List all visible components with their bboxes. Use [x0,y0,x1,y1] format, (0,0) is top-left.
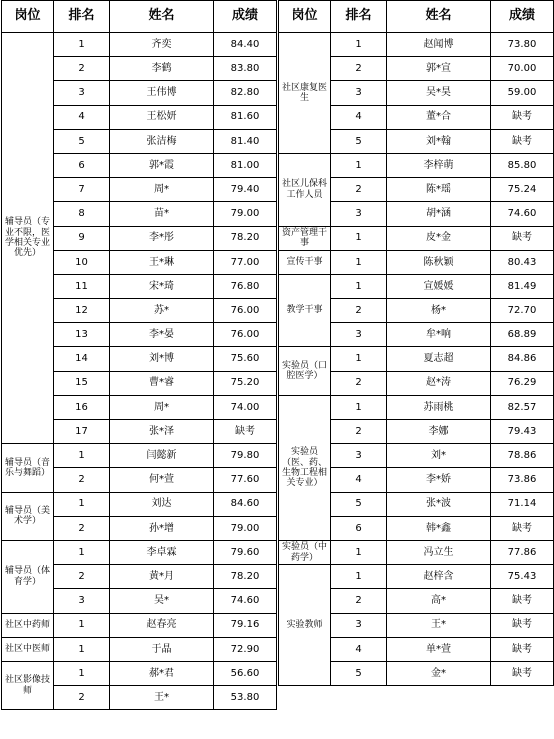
rank-cell: 5 [331,129,387,153]
rank-cell: 1 [331,33,387,57]
name-cell: 齐奕 [110,33,214,57]
name-cell: 王伟博 [110,81,214,105]
post-cell: 社区中医师 [2,637,54,661]
name-cell: 董*合 [387,105,491,129]
name-cell: 皮*金 [387,226,491,250]
rank-cell: 1 [331,540,387,564]
header-score: 成绩 [214,1,277,33]
score-cell: 79.16 [214,613,277,637]
score-cell: 76.80 [214,274,277,298]
table-row [279,153,554,177]
score-cell: 缺考 [491,226,554,250]
rank-cell: 2 [331,589,387,613]
rank-cell: 2 [331,420,387,444]
score-cell: 77.00 [214,250,277,274]
name-cell: 王* [110,686,214,710]
score-cell: 84.40 [214,33,277,57]
results-table-left [1,0,277,710]
score-cell: 68.89 [491,323,554,347]
score-cell: 81.00 [214,153,277,177]
name-cell: 韩*鑫 [387,516,491,540]
score-cell: 75.24 [491,178,554,202]
post-cell: 社区康复医生 [279,33,331,154]
score-cell: 70.00 [491,57,554,81]
rank-cell: 2 [331,57,387,81]
score-cell: 缺考 [491,589,554,613]
rank-cell: 15 [54,371,110,395]
name-cell: 李鹤 [110,57,214,81]
score-cell: 81.49 [491,274,554,298]
score-cell: 59.00 [491,81,554,105]
name-cell: 吴* [110,589,214,613]
rank-cell: 2 [54,516,110,540]
score-cell: 78.20 [214,226,277,250]
name-cell: 周* [110,395,214,419]
header-name: 姓名 [110,1,214,33]
score-cell: 74.60 [214,589,277,613]
score-cell: 缺考 [491,613,554,637]
rank-cell: 5 [331,661,387,685]
name-cell: 郭*宣 [387,57,491,81]
name-cell: 单*萱 [387,637,491,661]
header-row [279,1,554,33]
score-cell: 79.00 [214,202,277,226]
rank-cell: 2 [331,299,387,323]
score-cell: 81.60 [214,105,277,129]
rank-cell: 1 [331,565,387,589]
name-cell: 赵春亮 [110,613,214,637]
post-cell: 宣传干事 [279,250,331,274]
name-cell: 吴*昊 [387,81,491,105]
score-cell: 82.80 [214,81,277,105]
score-cell: 71.14 [491,492,554,516]
score-cell: 73.86 [491,468,554,492]
score-cell: 56.60 [214,661,277,685]
name-cell: 闫懿新 [110,444,214,468]
name-cell: 曹*睿 [110,371,214,395]
score-cell: 75.60 [214,347,277,371]
name-cell: 赵*涛 [387,371,491,395]
score-cell: 73.80 [491,33,554,57]
score-cell: 76.29 [491,371,554,395]
name-cell: 冯立生 [387,540,491,564]
score-cell: 83.80 [214,57,277,81]
name-cell: 金* [387,661,491,685]
post-cell: 社区儿保科工作人员 [279,153,331,226]
post-cell: 社区影像技师 [2,661,54,709]
post-cell: 辅导员（音乐与舞蹈） [2,444,54,492]
rank-cell: 12 [54,299,110,323]
name-cell: 夏志超 [387,347,491,371]
post-cell: 社区中药师 [2,613,54,637]
rank-cell: 13 [54,323,110,347]
rank-cell: 3 [54,81,110,105]
name-cell: 杨* [387,299,491,323]
rank-cell: 1 [331,347,387,371]
table-row [2,444,277,468]
name-cell: 李娜 [387,420,491,444]
name-cell: 牟*响 [387,323,491,347]
score-cell: 78.20 [214,565,277,589]
rank-cell: 3 [331,202,387,226]
table-row [279,33,554,57]
table-row [2,613,277,637]
score-cell: 82.57 [491,395,554,419]
table-row [279,540,554,564]
score-cell: 78.86 [491,444,554,468]
score-cell: 74.00 [214,395,277,419]
rank-cell: 2 [54,57,110,81]
score-cell: 84.60 [214,492,277,516]
name-cell: 王* [387,613,491,637]
header-rank: 排名 [54,1,110,33]
post-cell: 辅导员（专业不限，医学相关专业优先） [2,33,54,444]
rank-cell: 17 [54,420,110,444]
rank-cell: 3 [54,589,110,613]
rank-cell: 5 [54,129,110,153]
rank-cell: 14 [54,347,110,371]
post-cell: 资产管理干事 [279,226,331,250]
rank-cell: 4 [54,105,110,129]
rank-cell: 1 [331,153,387,177]
rank-cell: 9 [54,226,110,250]
name-cell: 陈*瑶 [387,178,491,202]
rank-cell: 10 [54,250,110,274]
post-cell: 实验员（医、药、生物工程相关专业） [279,395,331,540]
results-table-right [278,0,554,686]
name-cell: 赵闻博 [387,33,491,57]
name-cell: 孙*增 [110,516,214,540]
rank-cell: 1 [54,661,110,685]
name-cell: 赵梓含 [387,565,491,589]
name-cell: 刘* [387,444,491,468]
header-row [2,1,277,33]
name-cell: 刘达 [110,492,214,516]
score-cell: 53.80 [214,686,277,710]
name-cell: 张*波 [387,492,491,516]
rank-cell: 4 [331,105,387,129]
name-cell: 陈秋颖 [387,250,491,274]
rank-cell: 1 [54,33,110,57]
table-row [2,661,277,685]
rank-cell: 1 [331,274,387,298]
score-cell: 72.90 [214,637,277,661]
rank-cell: 1 [54,540,110,564]
table-row [279,250,554,274]
name-cell: 刘*博 [110,347,214,371]
rank-cell: 16 [54,395,110,419]
name-cell: 李*彤 [110,226,214,250]
rank-cell: 2 [331,178,387,202]
score-cell: 缺考 [491,661,554,685]
post-cell: 教学干事 [279,274,331,347]
name-cell: 何*萱 [110,468,214,492]
score-cell: 缺考 [214,420,277,444]
name-cell: 李*晏 [110,323,214,347]
rank-cell: 1 [331,250,387,274]
rank-cell: 8 [54,202,110,226]
table-row [2,540,277,564]
table-row [279,347,554,371]
name-cell: 苏雨桃 [387,395,491,419]
post-cell: 实验员（中药学） [279,540,331,564]
rank-cell: 3 [331,613,387,637]
rank-cell: 2 [54,686,110,710]
post-cell: 辅导员（体育学） [2,540,54,613]
name-cell: 王*琳 [110,250,214,274]
name-cell: 张洁梅 [110,129,214,153]
score-cell: 72.70 [491,299,554,323]
table-row [2,492,277,516]
score-cell: 75.43 [491,565,554,589]
score-cell: 79.43 [491,420,554,444]
score-cell: 缺考 [491,637,554,661]
table-row [279,565,554,589]
name-cell: 于晶 [110,637,214,661]
score-cell: 79.80 [214,444,277,468]
name-cell: 王松妍 [110,105,214,129]
rank-cell: 3 [331,444,387,468]
rank-cell: 4 [331,637,387,661]
header-rank: 排名 [331,1,387,33]
score-cell: 75.20 [214,371,277,395]
score-cell: 缺考 [491,129,554,153]
table-row [279,395,554,419]
header-post: 岗位 [2,1,54,33]
name-cell: 李梓萌 [387,153,491,177]
rank-cell: 1 [54,613,110,637]
rank-cell: 1 [331,395,387,419]
name-cell: 郭*霞 [110,153,214,177]
name-cell: 郝*君 [110,661,214,685]
rank-cell: 1 [54,637,110,661]
score-cell: 79.40 [214,178,277,202]
rank-cell: 1 [331,226,387,250]
score-cell: 74.60 [491,202,554,226]
rank-cell: 1 [54,444,110,468]
rank-cell: 7 [54,178,110,202]
rank-cell: 6 [331,516,387,540]
score-cell: 缺考 [491,105,554,129]
table-row [279,274,554,298]
name-cell: 李卓霖 [110,540,214,564]
header-post: 岗位 [279,1,331,33]
rank-cell: 3 [331,81,387,105]
score-cell: 84.86 [491,347,554,371]
name-cell: 苏* [110,299,214,323]
rank-cell: 6 [54,153,110,177]
post-cell: 实验员（口腔医学） [279,347,331,395]
score-cell: 79.60 [214,540,277,564]
score-cell: 76.00 [214,299,277,323]
rank-cell: 11 [54,274,110,298]
score-cell: 77.86 [491,540,554,564]
rank-cell: 3 [331,323,387,347]
rank-cell: 5 [331,492,387,516]
score-cell: 77.60 [214,468,277,492]
name-cell: 周* [110,178,214,202]
name-cell: 苗* [110,202,214,226]
score-cell: 79.00 [214,516,277,540]
rank-cell: 4 [331,468,387,492]
score-cell: 80.43 [491,250,554,274]
rank-cell: 2 [54,565,110,589]
name-cell: 刘*翰 [387,129,491,153]
table-row [2,33,277,57]
name-cell: 黄*月 [110,565,214,589]
score-cell: 76.00 [214,323,277,347]
header-score: 成绩 [491,1,554,33]
name-cell: 宋*琦 [110,274,214,298]
rank-cell: 2 [54,468,110,492]
name-cell: 李*娇 [387,468,491,492]
post-cell: 辅导员（美术学） [2,492,54,540]
rank-cell: 2 [331,371,387,395]
score-cell: 85.80 [491,153,554,177]
name-cell: 胡*涵 [387,202,491,226]
table-row [2,637,277,661]
name-cell: 高* [387,589,491,613]
name-cell: 张*泽 [110,420,214,444]
table-row [279,226,554,250]
rank-cell: 1 [54,492,110,516]
score-cell: 81.40 [214,129,277,153]
header-name: 姓名 [387,1,491,33]
name-cell: 宣媛媛 [387,274,491,298]
score-cell: 缺考 [491,516,554,540]
post-cell: 实验教师 [279,565,331,686]
